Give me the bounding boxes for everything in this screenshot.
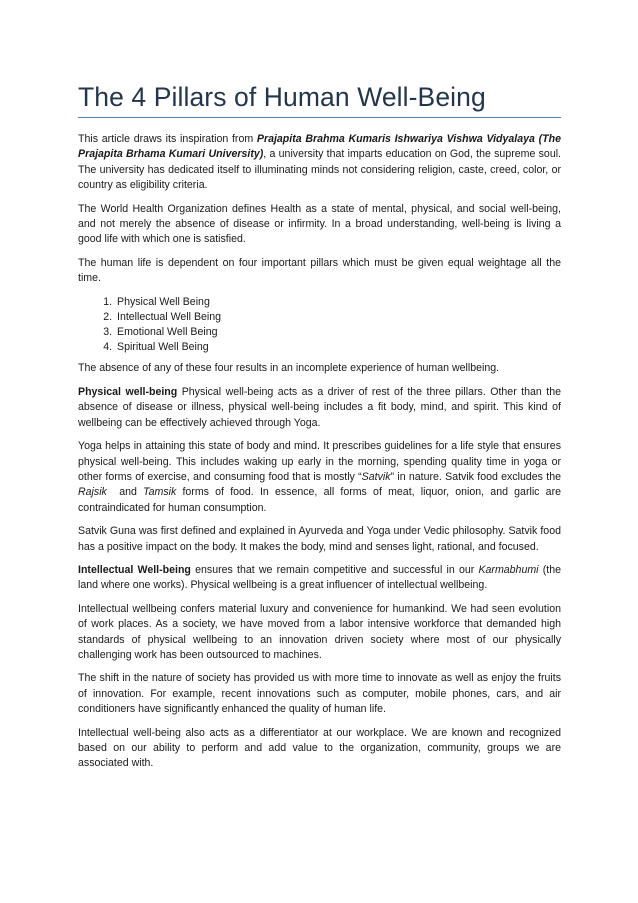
material-luxury-paragraph: Intellectual wellbeing confers material luxury and convenience for humankind. We had seen evolution of work places. As a society, we have moved from a labor intensive workforce that demanded high standards of physical wellbeing to an innovation driven society where most of our physically challenging work has been outsourced to machines.	[78, 602, 561, 661]
list-item: 1. Physical Well Being	[115, 295, 561, 310]
satvik-guna-paragraph: Satvik Guna was first defined and explained in Ayurveda and Yoga under Vedic philosophy. Satvik food has a positive impact on the body. It makes the body, mind and senses light, rational, and focused.	[78, 525, 561, 553]
university-name: Prajapita Brahma Kumaris Ishwariya Vishwa Vidyalaya (The Prajapita Brhama Kumari University)	[78, 133, 562, 161]
document-page	[78, 80, 561, 780]
yoga-text-3: and	[106, 486, 144, 499]
yoga-text-1: Yoga helps in attaining this state of body and mind. It prescribes guidelines for a life style that ensures physical well-being. This includes waking up early in the morning, spending quality time in yoga or other forms of exercise, and consuming food that is mostly “	[78, 440, 561, 483]
pillars-intro-paragraph: The human life is dependent on four important pillars which must be given equal weightage all the time.	[78, 256, 561, 285]
yoga-text-2: ” in nature. Satvik food excludes the	[390, 470, 561, 483]
pillars-list	[78, 295, 561, 356]
title-underline	[78, 117, 561, 118]
intro-text-end: , a university that imparts education on God, the supreme soul. The university has dedicated itself to illuminating minds not considering religion, caste, creed, color, or country as eligibility criteria.	[78, 148, 562, 192]
differentiator-paragraph: Intellectual well-being also acts as a differentiator at our workplace. We are known and recognized based on our ability to perform and add value to the organization, community, groups we are associated with.	[78, 726, 561, 770]
intro-paragraph	[78, 132, 561, 194]
intellectual-wellbeing-heading: Intellectual Well-being	[78, 563, 191, 576]
yoga-paragraph	[78, 439, 561, 516]
intellectual-text-1: ensures that we remain competitive and successful in our	[190, 563, 479, 576]
physical-wellbeing-paragraph	[78, 385, 561, 431]
absence-paragraph: The absence of any of these four results in an incomplete experience of human wellbeing.	[78, 362, 500, 375]
intro-text-start: This article draws its inspiration from	[78, 133, 257, 145]
tamsik-term: Tamsik	[143, 486, 177, 499]
intellectual-text-2: (the land where one works). Physical wellbeing is a great influencer of intellectual wellbeing.	[78, 563, 561, 592]
rajsik-term: Rajsik	[78, 486, 107, 499]
list-item: 4. Spiritual Well Being	[115, 340, 561, 355]
who-definition-paragraph: The World Health Organization defines Health as a state of mental, physical, and social well-being, and not merely the absence of disease or infirmity. In a broad understanding, well-being is living a good life with which one is satisfied.	[78, 202, 561, 246]
satvik-term: Satvik	[361, 470, 391, 483]
page-title: The 4 Pillars of Human Well-Being	[78, 82, 486, 112]
list-item: 2. Intellectual Well Being	[115, 310, 561, 325]
intellectual-wellbeing-paragraph	[78, 563, 561, 594]
physical-wellbeing-heading: Physical well-being	[78, 385, 178, 398]
society-shift-paragraph: The shift in the nature of society has provided us with more time to innovate as well as enjoy the fruits of innovation. For example, recent innovations such as computer, mobile phones, cars, and air conditioners have significantly enhanced the quality of human life.	[78, 672, 561, 716]
physical-wellbeing-text: Physical well-being acts as a driver of rest of the three pillars. Other than the absence of disease or illness, physical well-being includes a fit body, mind, and spirit. This kind of wellbeing can be effectively achieved through Yoga.	[78, 385, 561, 429]
yoga-text-4: forms of food. In essence, all forms of meat, liquor, onion, and garlic are contraindicated for human consumption.	[78, 486, 561, 514]
list-item: 3. Emotional Well Being	[115, 325, 561, 340]
karmabhumi-term: Karmabhumi	[478, 563, 539, 576]
